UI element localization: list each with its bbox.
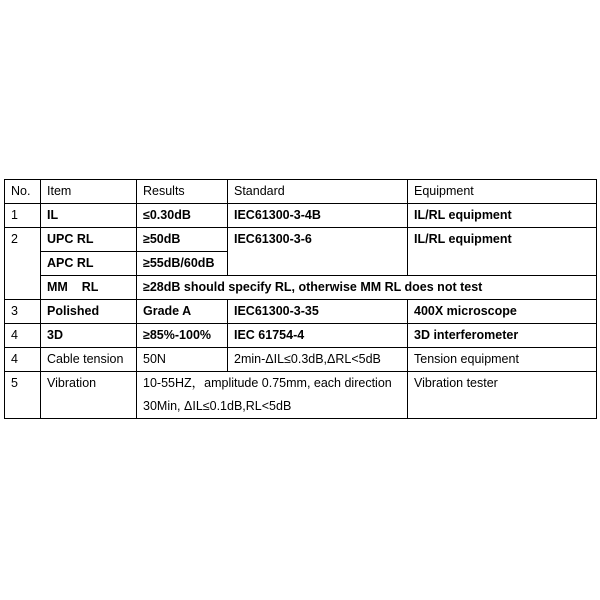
cell-result: ≥55dB/60dB [137,252,228,276]
cell-item: Cable tension [41,348,137,372]
cell-result: 50N [137,348,228,372]
cell-result: ≤0.30dB [137,204,228,228]
cell-item: 3D [41,324,137,348]
cell-standard: 2min-ΔIL≤0.3dB,ΔRL<5dB [228,348,408,372]
cell-equipment: Tension equipment [408,348,597,372]
table-header-row [5,180,597,204]
clipped-heading-text [100,166,330,176]
test-specification-table [4,179,597,419]
table-row [5,324,597,348]
cell-no: 5 [5,372,41,419]
cell-item: UPC RL [41,228,137,252]
cell-item: APC RL [41,252,137,276]
cell-no: 4 [5,324,41,348]
table-row [5,372,597,419]
cell-result: ≥50dB [137,228,228,252]
cell-item: Vibration [41,372,137,419]
cell-item: IL [41,204,137,228]
header-item: Item [41,180,137,204]
table-row [5,276,597,300]
result-line-1: 10-55HZ，amplitude 0.75mm, each direction [143,376,392,390]
table-row [5,204,597,228]
cell-equipment: IL/RL equipment [408,204,597,228]
table-row [5,228,597,252]
header-equipment: Equipment [408,180,597,204]
header-standard: Standard [228,180,408,204]
header-results: Results [137,180,228,204]
cell-item: MM RL [41,276,137,300]
cell-no: 3 [5,300,41,324]
result-line-2: 30Min, ΔIL≤0.1dB,RL<5dB [143,399,292,413]
cell-result [137,372,408,419]
cell-result: ≥85%-100% [137,324,228,348]
table-row [5,300,597,324]
cell-equipment: 400X microscope [408,300,597,324]
cell-item: Polished [41,300,137,324]
cell-no: 1 [5,204,41,228]
cell-equipment: 3D interferometer [408,324,597,348]
cell-equipment: Vibration tester [408,372,597,419]
cell-standard: IEC61300-3-35 [228,300,408,324]
cell-result: Grade A [137,300,228,324]
cell-standard: IEC 61754-4 [228,324,408,348]
cell-equipment: IL/RL equipment [408,228,597,276]
cell-standard: IEC61300-3-6 [228,228,408,276]
cell-standard: IEC61300-3-4B [228,204,408,228]
table-row [5,348,597,372]
header-no: No. [5,180,41,204]
cell-no: 4 [5,348,41,372]
cell-result: ≥28dB should specify RL, otherwise MM RL does not test [137,276,597,300]
cell-no: 2 [5,228,41,300]
